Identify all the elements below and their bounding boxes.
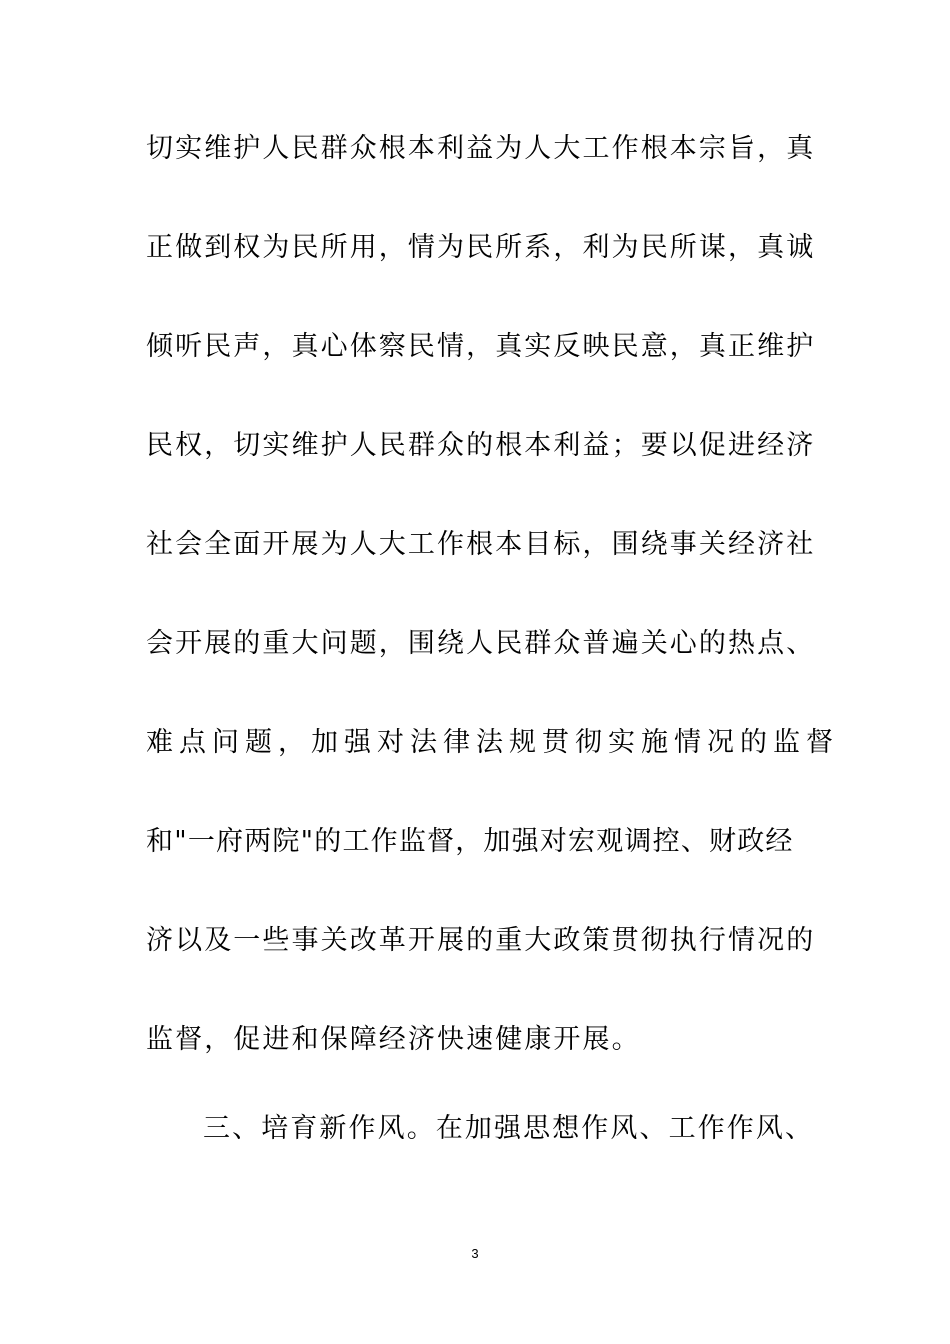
body-text-line: 监督，促进和保障经济快速健康开展。 <box>146 1024 641 1055</box>
body-text-line: 济以及一些事关改革开展的重大政策贯彻执行情况的 <box>146 925 816 956</box>
body-text-line: 民权，切实维护人民群众的根本利益；要以促进经济 <box>146 430 816 461</box>
section-heading-line: 三、培育新作风。在加强思想作风、工作作风、 <box>203 1113 815 1144</box>
body-text-line: 难点问题，加强对法律法规贯彻实施情况的监督 <box>146 727 839 758</box>
body-text-line: 会开展的重大问题，围绕人民群众普遍关心的热点、 <box>146 628 816 659</box>
body-text-line: 正做到权为民所用，情为民所系，利为民所谋，真诚 <box>146 232 816 263</box>
body-text-line: 社会全面开展为人大工作根本目标，围绕事关经济社 <box>146 529 816 560</box>
page-number: 3 <box>471 1246 479 1261</box>
body-text-line: 倾听民声，真心体察民情，真实反映民意，真正维护 <box>146 331 816 362</box>
body-text-line: 和"一府两院"的工作监督，加强对宏观调控、财政经 <box>146 826 794 857</box>
body-text-line: 切实维护人民群众根本利益为人大工作根本宗旨，真 <box>146 133 816 164</box>
